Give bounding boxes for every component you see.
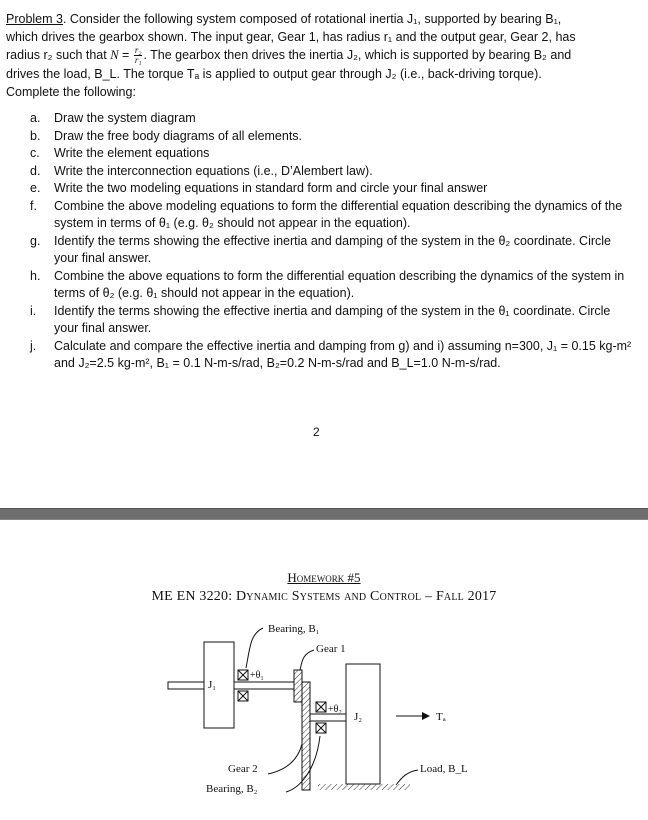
problem-label: Problem 3: [6, 12, 63, 26]
bearing2-label: Bearing, B₂: [206, 783, 258, 795]
gearbox-system-diagram: [150, 620, 470, 810]
task-list: [26, 110, 638, 373]
torque-label: Tₐ: [436, 711, 446, 723]
task-item: j. Calculate and compare the effective inertia and damping from g) and i) assuming n=300, J₁ = 0.15 kg-m² and J₂=2.5 kg-m², B₁ = 0.1 N-m-s/rad, B₂=0.2 N-m-s/rad and B_L=1.0 N-m-s/rad.: [30, 338, 632, 370]
task-item: h. Combine the above equations to form the differential equation describing the dynamics of the system in terms of θ₂ (e.g. θ₁ should not appear in the equation).: [30, 268, 625, 300]
load-label: Load, B_L: [420, 763, 468, 775]
load-leader: [396, 770, 418, 785]
gear2-leader: [268, 744, 302, 774]
task-item: f. Combine the above modeling equations to form the differential equation describing the dynamics of the system in terms of θ₁ (e.g. θ₂ should not appear in the equation).: [30, 198, 623, 230]
gear-2: [302, 682, 310, 790]
task-item: b. Draw the free body diagrams of all elements.: [30, 128, 303, 143]
torque-arrowhead: [422, 712, 430, 720]
gear-ratio-fraction: $\frac{\text{r₂}}{\text{r₁}}$: [134, 45, 142, 66]
task-item: a. Draw the system diagram: [30, 111, 196, 125]
theta2-label: +θ₂: [328, 704, 342, 715]
gear1-leader: [300, 650, 314, 670]
problem-line-3: radius r₂ such that N = $\frac{\text{r₂}}{\text{r₁}}$ . The gearbox then drives the inertia J₂, which is supported by bearing B₂ and: [6, 45, 572, 66]
input-shaft: [168, 682, 204, 689]
task-item: d. Write the interconnection equations (i.e., D’Alembert law).: [30, 163, 373, 178]
problem-line-4: drives the load, B_L. The torque Tₐ is applied to output gear through J₂ (i.e., back-driving torque).: [6, 67, 542, 82]
problem-line-2: which drives the gearbox shown. The input gear, Gear 1, has radius r₁ and the output gear, Gear 2, has: [6, 30, 576, 44]
inertia-j2-block: [346, 664, 380, 784]
theta1-label: +θ₁: [250, 670, 264, 681]
task-item: c. Write the element equations: [30, 146, 210, 160]
j1-label: J₁: [208, 679, 217, 691]
task-item: e. Write the two modeling equations in standard form and circle your final answer: [30, 181, 488, 195]
bearing1-label: Bearing, B₁: [268, 623, 320, 635]
j2-label: J₂: [354, 711, 363, 723]
page-separator: [0, 508, 648, 520]
shaft-1: [234, 682, 294, 689]
gear1-label: Gear 1: [316, 643, 346, 655]
gear-1: [294, 670, 302, 702]
homework-title: Homework #5: [287, 570, 361, 585]
gear-ratio-symbol: N: [110, 48, 119, 62]
gear2-label: Gear 2: [228, 763, 258, 775]
bearing1-leader: [246, 628, 263, 668]
task-item: i. Identify the terms showing the effective inertia and damping of the system in the θ₁ coordinate. Circle your final answer.: [30, 303, 611, 335]
shaft-2: [310, 714, 346, 721]
problem-line-1: Problem 3. Consider the following system composed of rotational inertia J₁, supported by bearing B₁,: [6, 12, 562, 26]
document-page-2: [0, 520, 648, 820]
problem-statement: [6, 10, 642, 101]
course-title: ME EN 3220: Dynamic Systems and Control – Fall 2017: [151, 589, 497, 604]
task-item: g. Identify the terms showing the effective inertia and damping of the system in the θ₂ coordinate. Circle your final answer.: [30, 233, 612, 265]
problem-line-5: Complete the following:: [6, 85, 136, 100]
page-number: 2: [313, 425, 320, 439]
